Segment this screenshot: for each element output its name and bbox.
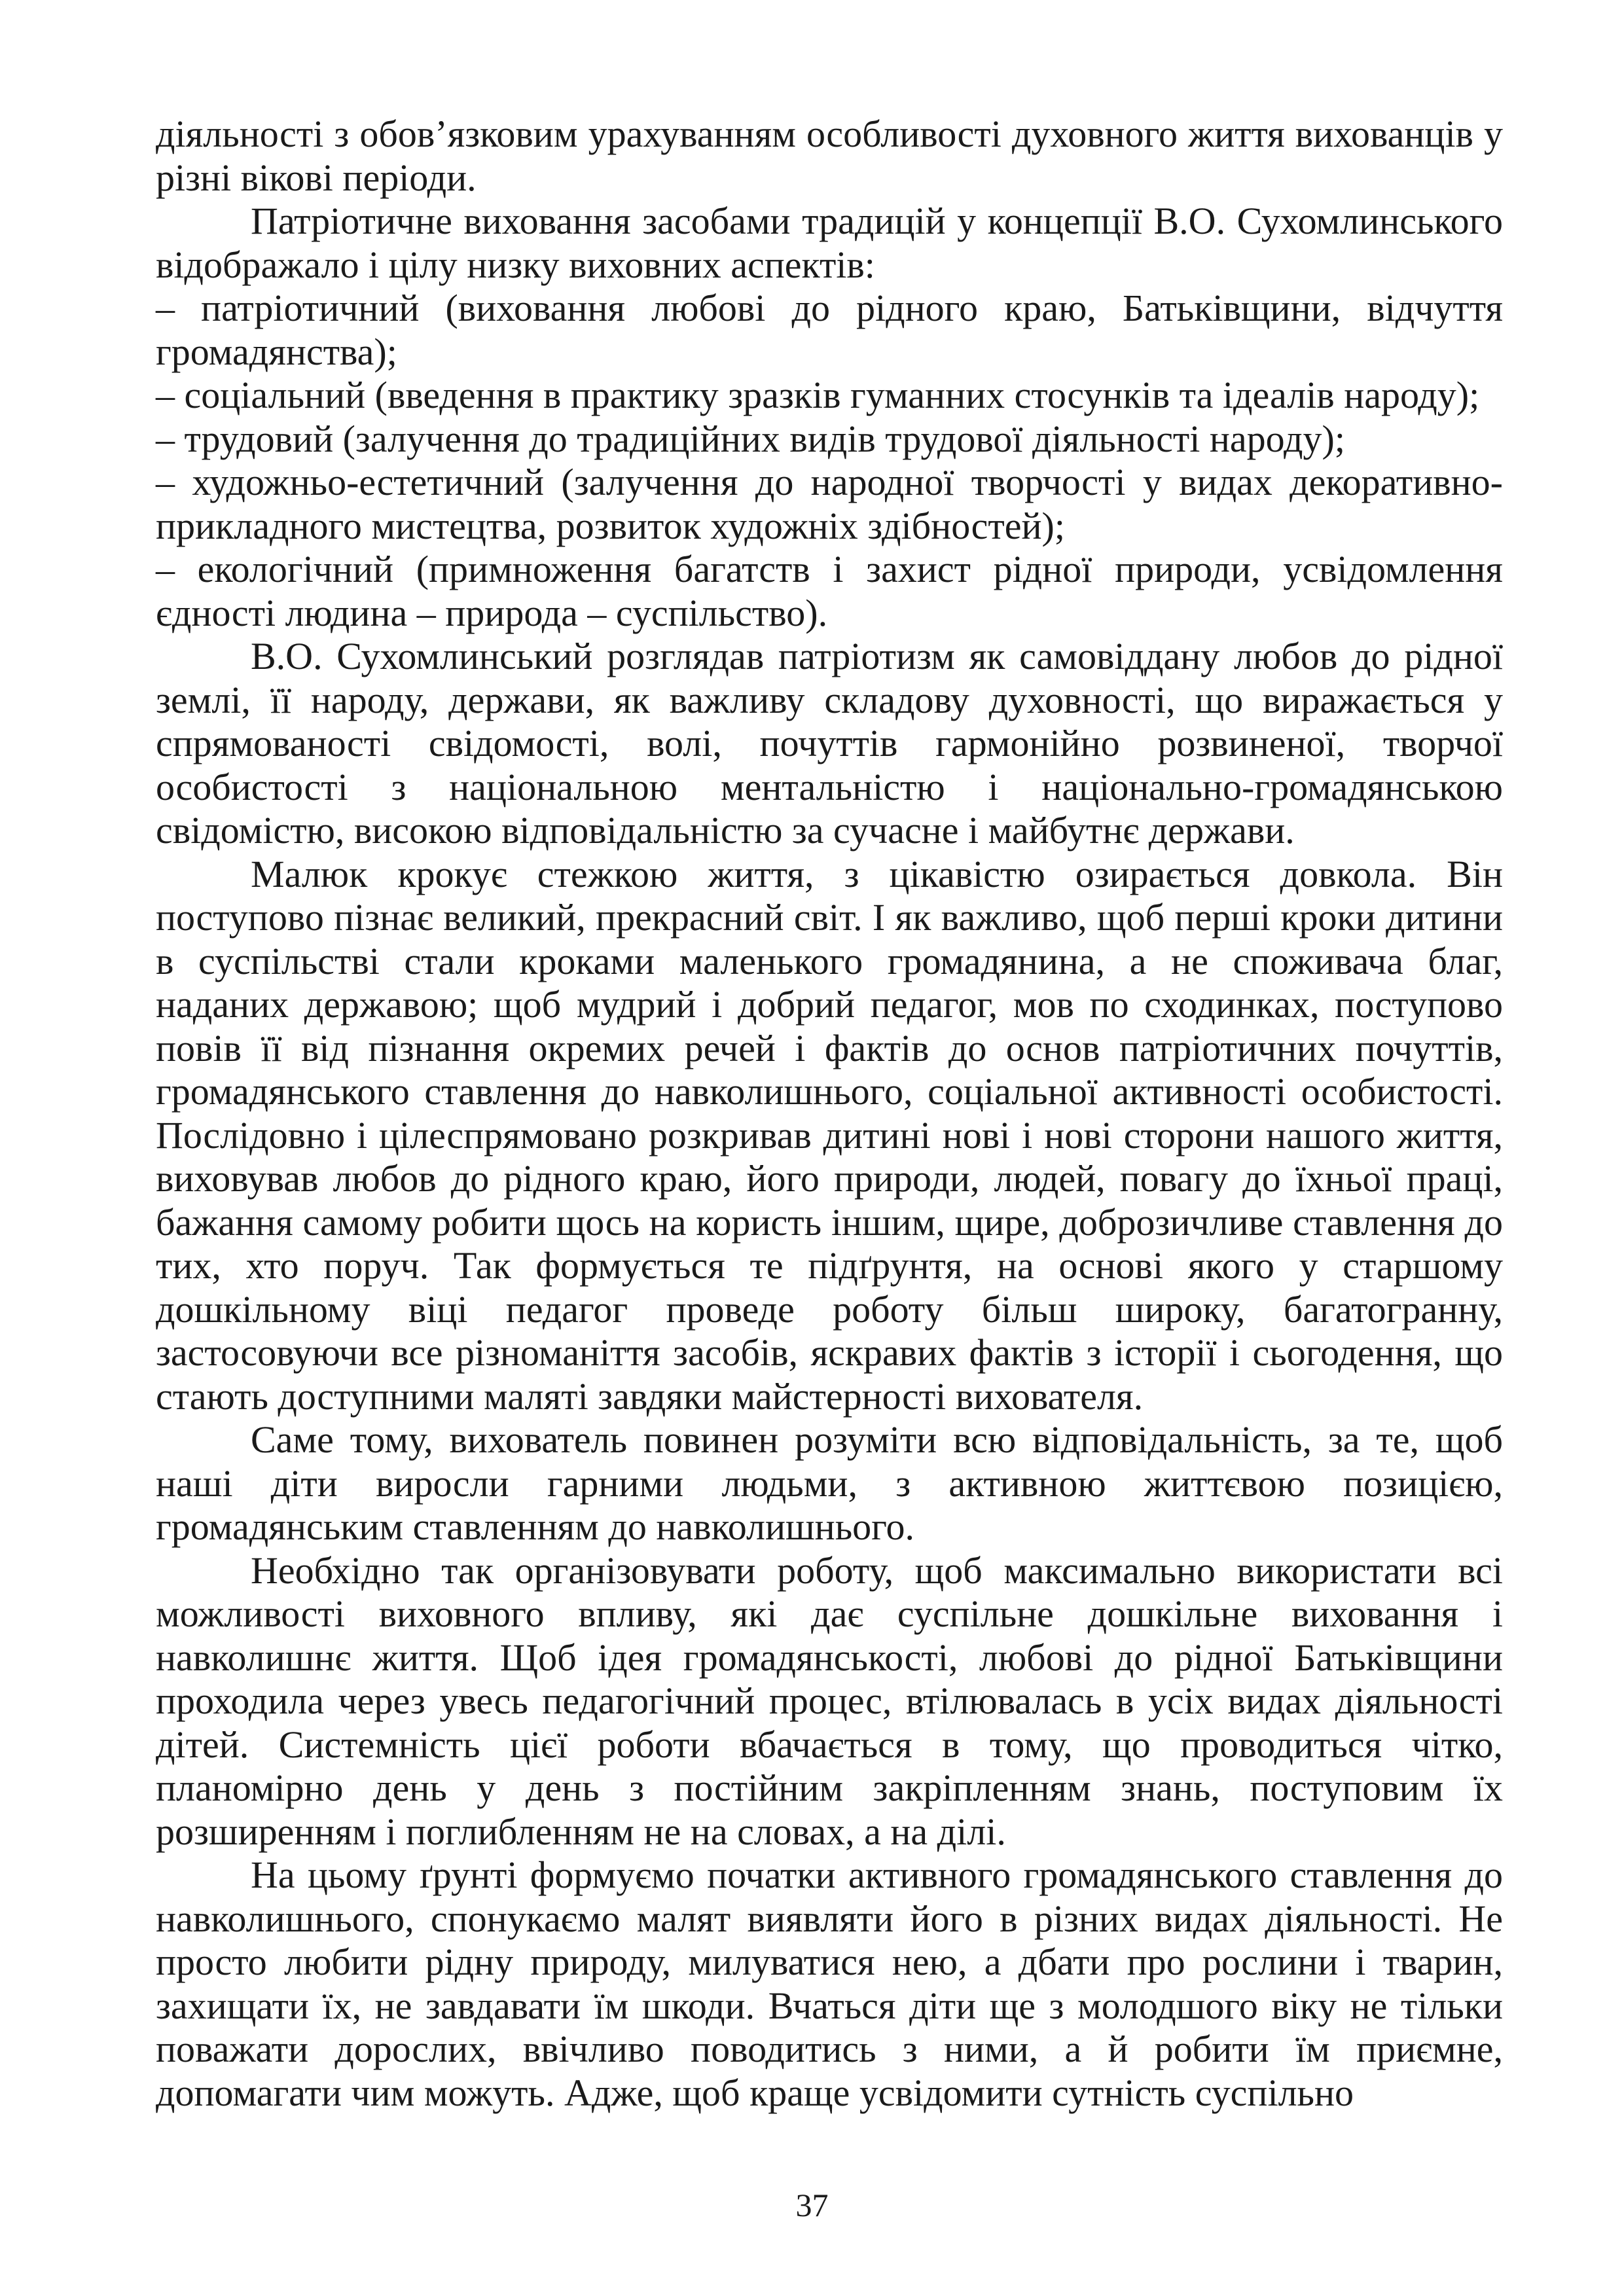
page-number: 37: [795, 2187, 829, 2223]
list-item-social: – соціальний (введення в практику зразків гуманних стосунків та ідеалів народу);: [156, 374, 1480, 416]
paragraph-aspects-intro: Патріотичне виховання засобами традицій у концепції В.О. Сухомлинського відображало і цілу низку виховних аспектів:: [156, 200, 1503, 286]
paragraph-organize-work: Необхідно так організовувати роботу, щоб максимально використати всі можливості виховного впливу, які дає суспільне дошкільне виховання і навколишнє життя. Щоб ідея громадянськості, любові до рідної Батьківщини проходила через увесь педагогічний процес, втілювалась в усіх видах діяльності дітей. Системність цієї роботи вбачається в тому, що проводиться чітко, планомірно день у день з постійним закріпленням знань, поступовим їх розширенням і поглибленням не на словах, а на ділі.: [156, 1549, 1503, 1853]
list-item-patriotic: – патріотичний (виховання любові до рідного краю, Батьківщини, відчуття громадянства);: [156, 287, 1503, 373]
paragraph-educator-responsibility: Саме тому, вихователь повинен розуміти всю відповідальність, за те, щоб наші діти виросли гарними людьми, з активною життєвою позицією, громадянським ставленням до навколишнього.: [156, 1418, 1503, 1548]
list-item-artistic: – художньо-естетичний (залучення до народної творчості у видах декоративно-прикладного мистецтва, розвиток художніх здібностей);: [156, 461, 1503, 547]
paragraph-active-attitude: На цьому ґрунті формуємо початки активного громадянського ставлення до навколишнього, спонукаємо малят виявляти його в різних видах діяльності. Не просто любити рідну природу, милуватися нею, а дбати про рослини і тварин, захищати їх, не завдавати їм шкоди. Вчаться діти ще з молодшого віку не тільки поважати дорослих, ввічливо поводитись з ними, а й робити їм приємне, допомагати чим можуть. Адже, щоб краще усвідомити сутність суспільно: [156, 1854, 1503, 2114]
paragraph-patriotism-definition: В.О. Сухомлинський розглядав патріотизм як самовіддану любов до рідної землі, її народу, держави, як важливу складову духовності, що виражається у спрямованості свідомості, волі, почуттів гармонійно розвиненої, творчої особистості з національною ментальністю і національно-громадянською свідомістю, високою відповідальністю за сучасне і майбутнє держави.: [156, 635, 1503, 852]
list-item-labor: – трудовий (залучення до традиційних видів трудової діяльності народу);: [156, 417, 1345, 460]
paragraph-child-path: Малюк крокує стежкою життя, з цікавістю озирається довкола. Він поступово пізнає великий, прекрасний світ. І як важливо, щоб перші кроки дитини в суспільстві стали кроками маленького громадянина, а не споживача благ, наданих державою; щоб мудрий і добрий педагог, мов по сходинках, поступово повів її від пізнання окремих речей і фактів до основ патріотичних почуттів, громадянського ставлення до навколишнього, соціальної активності особистості. Послідовно і цілеспрямовано розкривав дитині нові і нові сторони нашого життя, виховував любов до рідного краю, його природи, людей, повагу до їхньої праці, бажання самому робити щось на користь іншим, щире, доброзичливе ставлення до тих, хто поруч. Так формується те підґрунтя, на основі якого у старшому дошкільному віці педагог проведе роботу більш широку, багатогранну, застосовуючи все різноманіття засобів, яскравих фактів з історії і сьогодення, що стають доступними маляті завдяки майстерності вихователя.: [156, 852, 1503, 1418]
paragraph-continuation: діяльності з обов’язковим урахуванням особливості духовного життя вихованців у різні вікові періоди.: [156, 113, 1503, 199]
document-body: [156, 113, 1503, 2115]
list-item-ecological: – екологічний (примноження багатств і захист рідної природи, усвідомлення єдності людина – природа – суспільство).: [156, 548, 1503, 634]
